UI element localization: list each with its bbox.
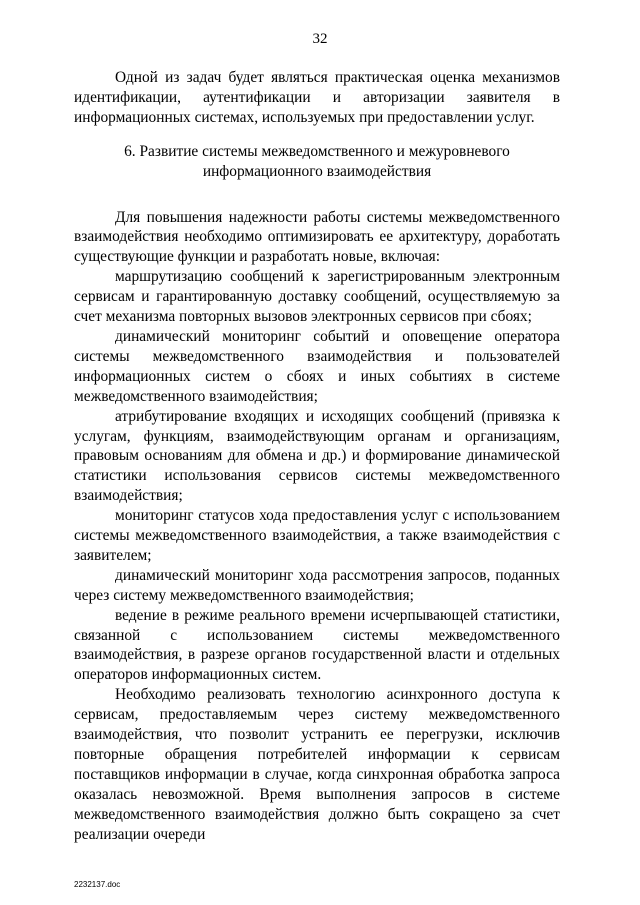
- list-paragraph: маршрутизацию сообщений к зарегистрированным электронным сервисам и гарантированную доставку сообщений, осуществляемую за счет механизма повторных вызовов электронных сервисов при сбоях;: [74, 268, 560, 326]
- paragraph: Необходимо реализовать технологию асинхронного доступа к сервисам, предоставляемым через систему межведомственного взаимодействия, что позволит устранить ее перегрузки, исключив повторные обращения потребителей информации к сервисам поставщиков информации в случае, когда синхронная обработка запроса оказалась невозможной. Время выполнения запросов в системе межведомственного взаимодействия должно быть сокращено за счет реализации очереди: [74, 686, 560, 843]
- list-paragraph: атрибутирование входящих и исходящих сообщений (привязка к услугам, функциям, взаимодействующим органам и организациям, правовым основаниям для обмена и др.) и формирование динамической статистики использования сервисов системы межведомственного взаимодействия;: [74, 407, 560, 505]
- document-body: [74, 68, 560, 845]
- paragraph: Для повышения надежности работы системы межведомственного взаимодействия необходимо оптимизировать ее архитектуру, доработать существующие функции и разработать новые, включая:: [74, 208, 560, 266]
- section-heading: [74, 142, 560, 182]
- list-paragraph: динамический мониторинг хода рассмотрения запросов, поданных через систему межведомственного взаимодействия;: [74, 566, 560, 604]
- paragraph-intro: Одной из задач будет являться практическая оценка механизмов идентификации, аутентификации и авторизации заявителя в информационных системах, используемых при предоставлении услуг.: [74, 69, 560, 126]
- list-paragraph: динамический мониторинг событий и оповещение оператора системы межведомственного взаимодействия и пользователей информационных систем о сбоях и иных событиях в системе межведомственного взаимодействия;: [74, 327, 560, 405]
- footer-filename: 2232137.doc: [74, 880, 121, 889]
- list-paragraph: мониторинг статусов хода предоставления услуг с использованием системы межведомственного взаимодействия, а также взаимодействия с заявителем;: [74, 507, 560, 564]
- page-number: 32: [312, 31, 328, 47]
- list-paragraph: ведение в режиме реального времени исчерпывающей статистики, связанной с использованием системы межведомственного взаимодействия, в разрезе органов государственной власти и отдельных операторов информационных систем.: [74, 606, 560, 684]
- section-heading-line-1: 6. Развитие системы межведомственного и межуровневого: [124, 142, 510, 160]
- section-heading-line-2: информационного взаимодействия: [202, 162, 432, 180]
